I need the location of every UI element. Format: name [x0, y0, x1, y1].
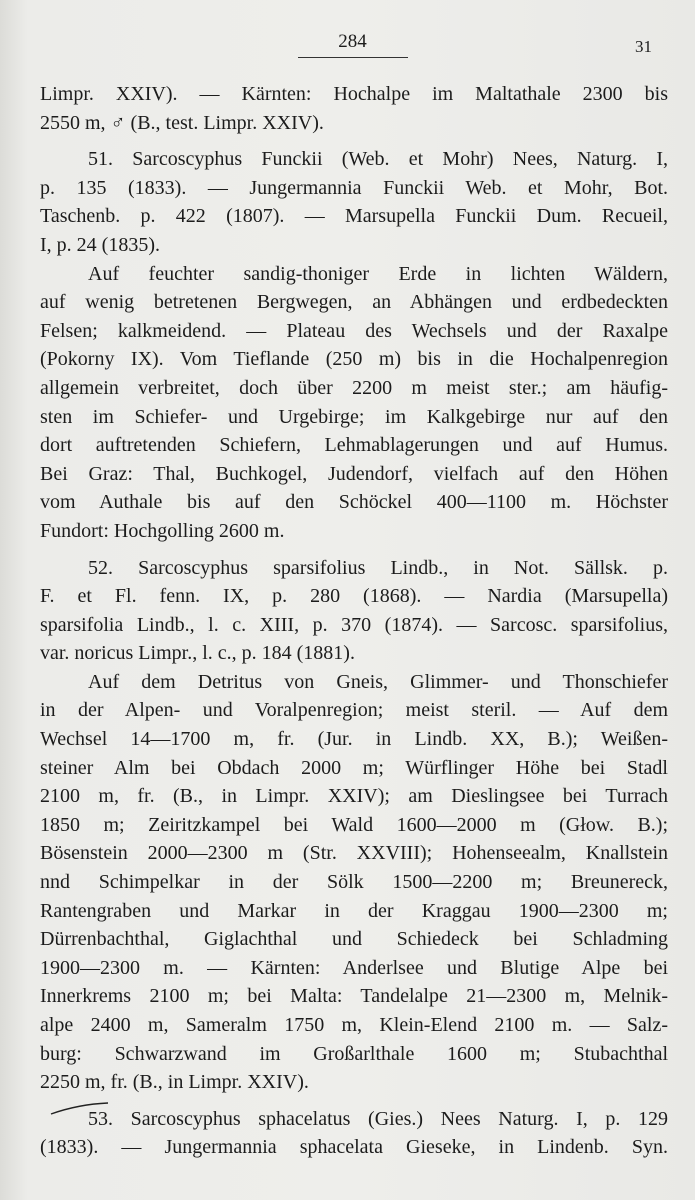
text-line: Taschenb. p. 422 (1807). — Marsupella Funckii Dum. Recueil,: [40, 205, 668, 228]
text-line: Felsen; kalkmeidend. — Plateau des Wechsels und der Raxalpe: [40, 319, 668, 342]
text-line: Limpr. XXIV). — Kärnten: Hochalpe im Maltathale 2300 bis: [40, 83, 668, 105]
text-line: Wechsel 14—1700 m, fr. (Jur. in Lindb. XX, B.); Weißen-: [40, 728, 668, 751]
paragraph-gap: [40, 137, 668, 145]
paragraph-gap: [40, 1097, 668, 1105]
text-line: F. et Fl. fenn. IX, p. 280 (1868). — Nardia (Marsupella): [40, 585, 668, 608]
text-line: nnd Schimpelkar in der Sölk 1500—2200 m; Breunereck,: [40, 871, 668, 894]
text-line: 51. Sarcoscyphus Funckii (Web. et Mohr) Nees, Naturg. I,: [88, 148, 668, 171]
text-line: Dürrenbachthal, Giglachthal und Schiedeck bei Schladming: [40, 928, 668, 951]
text-line: burg: Schwarzwand im Großarlthale 1600 m; Stubachthal: [40, 1042, 668, 1065]
pencil-mark: [50, 1101, 110, 1117]
text-line: Bei Graz: Thal, Buchkogel, Judendorf, vielfach auf den Höhen: [40, 462, 668, 485]
text-line: I, p. 24 (1835).: [40, 233, 160, 256]
text-line: 52. Sarcoscyphus sparsifolius Lindb., in Not. Sällsk. p.: [88, 556, 668, 579]
text-line: auf wenig betretenen Bergwegen, an Abhängen und erdbedeckten: [40, 291, 668, 314]
text-line: (Pokorny IX). Vom Tieflande (250 m) bis in die Hochalpenregion: [40, 348, 668, 371]
text-line: 2100 m, fr. (B., in Limpr. XXIV); am Dieslingsee bei Turrach: [40, 785, 668, 808]
sheet-number: 31: [635, 37, 652, 56]
text-line: (1833). — Jungermannia sphacelata Gieseke, in Lindenb. Syn.: [40, 1136, 668, 1159]
text-line: in der Alpen- und Voralpenregion; meist steril. — Auf dem: [40, 699, 668, 722]
text-line: var. noricus Limpr., l. c., p. 184 (1881).: [40, 642, 355, 665]
body-text: [40, 80, 668, 1162]
text-line: allgemein verbreitet, doch über 2200 m meist ster.; am häufig-: [40, 376, 668, 399]
paragraph-gap: [40, 546, 668, 554]
text-line: vom Authale bis auf den Schöckel 400—1100 m. Höchster: [40, 491, 668, 514]
text-line: Fundort: Hochgolling 2600 m.: [40, 519, 285, 542]
text-line: alpe 2400 m, Sameralm 1750 m, Klein-Elend 2100 m. — Salz-: [40, 1014, 668, 1036]
text-line: 1900—2300 m. — Kärnten: Anderlsee und Blutige Alpe bei: [40, 956, 668, 979]
header-rule: [298, 57, 408, 58]
text-line: Innerkrems 2100 m; bei Malta: Tandelalpe 21—2300 m, Melnik-: [40, 985, 668, 1008]
text-line: Auf feuchter sandig-thoniger Erde in lichten Wäldern,: [88, 262, 668, 285]
text-line: sparsifolia Lindb., l. c. XIII, p. 370 (1874). — Sarcosc. sparsifolius,: [40, 613, 668, 636]
text-line: steiner Alm bei Obdach 2000 m; Würflinger Höhe bei Stadl: [40, 756, 668, 779]
text-line: 2550 m, ♂ (B., test. Limpr. XXIV).: [40, 111, 324, 134]
text-line: dort auftretenden Schiefern, Lehmablagerungen und auf Humus.: [40, 434, 668, 457]
text-line: p. 135 (1833). — Jungermannia Funckii Web. et Mohr, Bot.: [40, 176, 668, 199]
text-line: Auf dem Detritus von Gneis, Glimmer- und Thonschiefer: [88, 670, 668, 693]
text-line: 53. Sarcoscyphus sphacelatus (Gies.) Nees Naturg. I, p. 129: [88, 1107, 668, 1130]
text-line: 1850 m; Zeiritzkampel bei Wald 1600—2000 m (Głow. B.);: [40, 813, 668, 836]
text-line: Bösenstein 2000—2300 m (Str. XXVIII); Hohenseealm, Knallstein: [40, 842, 668, 865]
page-number: 284: [338, 31, 367, 52]
text-line: Rantengraben und Markar in der Kraggau 1900—2300 m;: [40, 899, 668, 922]
text-line: 2250 m, fr. (B., in Limpr. XXIV).: [40, 1071, 309, 1094]
text-line: sten im Schiefer- und Urgebirge; im Kalkgebirge nur auf den: [40, 405, 668, 428]
